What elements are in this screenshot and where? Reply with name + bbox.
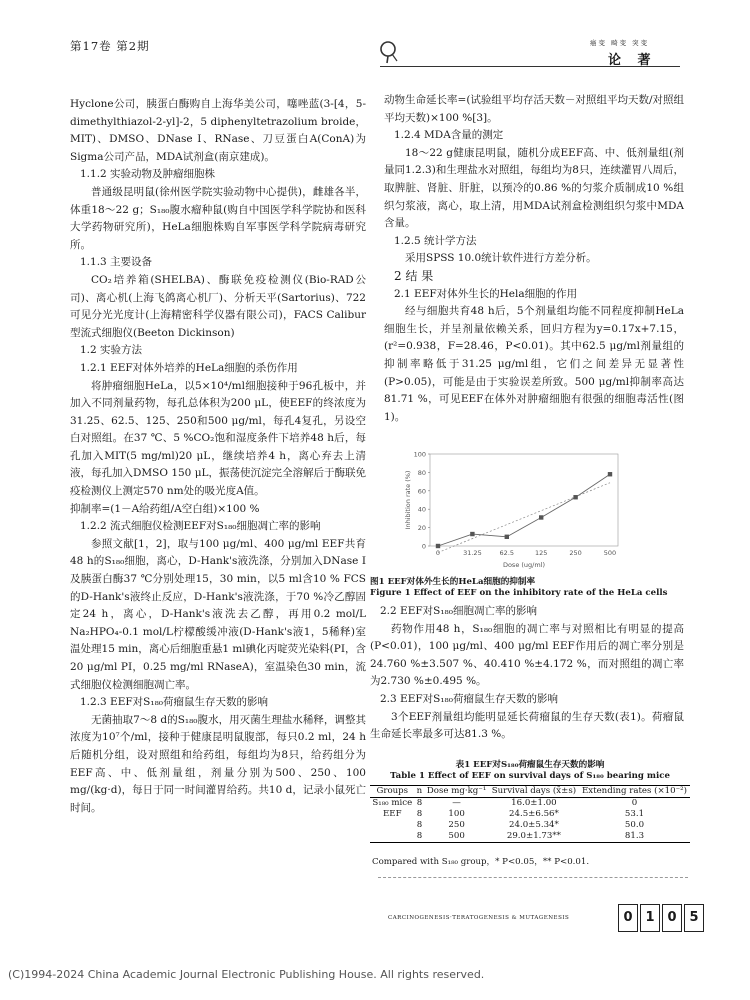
table-header: Dose mg·kg⁻¹ bbox=[426, 786, 487, 796]
survival-table bbox=[370, 785, 690, 843]
page-number-digit: 0 bbox=[618, 904, 638, 932]
table-cell: 81.3 bbox=[624, 831, 645, 841]
x-axis-label: Dose (ug/ml) bbox=[502, 561, 546, 569]
trend-line bbox=[438, 483, 610, 553]
table-header: Survival days (x̄±s) bbox=[491, 786, 577, 796]
left-column bbox=[70, 96, 366, 817]
table-cell: 8 bbox=[416, 809, 423, 819]
table-cell bbox=[370, 820, 415, 831]
heading-1-2: 1.2 实验方法 bbox=[80, 344, 143, 357]
heading-1-2-2: 1.2.2 流式细胞仪检测EEF对S₁₈₀细胞凋亡率的影响 bbox=[80, 520, 321, 533]
data-point bbox=[539, 515, 543, 519]
header-rule bbox=[380, 66, 680, 67]
table-cell: EEF bbox=[383, 809, 402, 819]
page-number-digit: 5 bbox=[684, 904, 704, 932]
result-1-paragraph: 经与细胞共育48 h后，5个剂量组均能不同程度抑制HeLa细胞生长，并呈剂量依赖关系，回归方程为y=0.17x+7.15，(r²=0.938，F=28.46，P<0.01)。其中62.5 μg/ml剂量组的抑制率略低于31.25 μg/ml组，它们之间差异无显著性(P>0.05)，可能是由于实验误差所致。500 μg/ml抑制率高达 81.71 %，可见EEF在体外对肿瘤细胞有很强的细胞毒活性(图1)。 bbox=[384, 305, 684, 423]
section-title: 论 著 bbox=[608, 53, 657, 68]
figure-caption-en: Figure 1 Effect of EEF on the inhibitory rate of the HeLa cells bbox=[370, 588, 668, 598]
right-column-top bbox=[384, 92, 684, 426]
y-tick-label: 0 bbox=[421, 542, 426, 551]
table-cell: 500 bbox=[448, 831, 465, 841]
table-caption-en: Table 1 Effect of EEF on survival days of S₁₈₀ bearing mice bbox=[390, 771, 670, 781]
x-tick-label: 500 bbox=[603, 549, 617, 557]
table-cell: 0 bbox=[631, 798, 638, 808]
table-row bbox=[370, 798, 690, 810]
inhibition-formula: 抑制率=(1－A给药组/A空白组)×100 % bbox=[70, 502, 260, 515]
mda-paragraph: 18～22 g健康昆明鼠，随机分成EEF高、中、低剂量组(剂量同1.2.3)和生理盐水对照组，每组均为8只，连续灌胃八周后，取脾脏、肾脏、肝脏，以预冷的0.86 %的匀浆介质制成10 %组织匀浆液，离心，取上清，用MDA试剂盒检测组织匀浆中MDA含量。 bbox=[384, 146, 684, 230]
y-tick-label: 40 bbox=[417, 505, 426, 514]
life-extension-formula: 动物生命延长率=(试验组平均存活天数－对照组平均天数/对照组平均天数)×100 %[3]。 bbox=[384, 94, 684, 124]
journal-name-band: CARCINOGENESIS·TERATOGENESIS & MUTAGENESIS bbox=[388, 915, 570, 921]
x-tick-label: 62.5 bbox=[499, 549, 515, 557]
data-point bbox=[608, 472, 612, 476]
heading-1-2-1: 1.2.1 EEF对体外培养的HeLa细胞的杀伤作用 bbox=[80, 361, 298, 374]
page-number-digit: 0 bbox=[662, 904, 682, 932]
series-line bbox=[438, 474, 610, 546]
table-cell: — bbox=[452, 798, 461, 808]
method-2-paragraph: 参照文献[1，2]，取与100 μg/ml、400 μg/ml EEF共育48 h的S₁₈₀细胞，离心，D-Hank's液洗涤，分别加入DNase Ⅰ及胰蛋白酶37 ℃分别处理15，30 min，以5 ml含10 % FCS的D-Hank's液终止反应，D-Hank's液洗涤，于70 %冷乙醇固定24 h，离心，D-Hank's液洗去乙醇，再用0.2 mol/L Na₂HPO₄-0.1 mol/L柠檬酸缓冲液(D-Hank's液1，5稀释)室温处理15 min，离心后细胞重悬1 ml碘化丙啶荧光染料(PI，含20 μg/ml PI，0.25 mg/ml RNaseA)，室温染色30 min，流式细胞仪检测细胞凋亡率。 bbox=[70, 537, 366, 691]
data-point bbox=[436, 544, 440, 548]
heading-1-1-3: 1.1.3 主要设备 bbox=[80, 256, 153, 269]
stats-paragraph: 采用SPSS 10.0统计软件进行方差分析。 bbox=[405, 252, 597, 265]
inhibition-rate-chart bbox=[388, 446, 628, 574]
table-cell: 16.0±1.00 bbox=[511, 798, 557, 808]
data-point bbox=[573, 495, 577, 499]
table-cell: S₁₈₀ mice bbox=[372, 798, 413, 808]
result-2-paragraph: 药物作用48 h，S₁₈₀细胞的凋亡率与对照相比有明显的提高(P<0.01)，100 μg/ml、400 μg/ml EEF作用后的凋亡率分别是24.760 %±3.507 %、40.410 %±4.172 %，而对照组的凋亡率为2.730 %±0.495 %。 bbox=[370, 622, 684, 688]
table-cell bbox=[370, 831, 415, 843]
table-row bbox=[370, 809, 690, 820]
table-cell: 250 bbox=[448, 820, 465, 830]
table-caption-cn: 表1 EEF对S₁₈₀荷瘤鼠生存天数的影响 bbox=[455, 760, 605, 770]
heading-1-1-2: 1.1.2 实验动物及肿瘤细胞株 bbox=[80, 168, 216, 181]
table-header: Groups bbox=[376, 786, 409, 796]
table-header: n bbox=[416, 786, 423, 796]
table-row bbox=[370, 820, 690, 831]
heading-2-1: 2.1 EEF对体外生长的Hela细胞的作用 bbox=[394, 287, 578, 300]
heading-2-3: 2.3 EEF对S₁₈₀荷瘤鼠生存天数的影响 bbox=[380, 692, 558, 705]
table-cell: 24.5±6.56* bbox=[509, 809, 559, 819]
table-cell: 8 bbox=[416, 798, 423, 808]
result-3-paragraph: 3个EEF剂量组均能明显延长荷瘤鼠的生存天数(表1)。荷瘤鼠生命延长率最多可达81.3 %。 bbox=[370, 710, 684, 741]
x-tick-label: 125 bbox=[534, 549, 548, 557]
table-cell: 8 bbox=[416, 820, 423, 830]
heading-2-2: 2.2 EEF对S₁₈₀细胞凋亡率的影响 bbox=[380, 605, 537, 617]
table-cell: 8 bbox=[416, 831, 423, 841]
table-note: Compared with S₁₈₀ group，* P<0.05，** P<0.01. bbox=[372, 857, 590, 867]
animals-paragraph: 普通级昆明鼠(徐州医学院实验动物中心提供)，雌雄各半，体重18～22 g；S₁₈₀腹水瘤种鼠(购自中国医学科学院协和医科大学药物研究所)，HeLa细胞株购自军事医学科学院病毒研究所。 bbox=[70, 185, 366, 251]
method-3-paragraph: 无菌抽取7～8 d的S₁₈₀腹水，用灭菌生理盐水稀释，调整其浓度为10⁷个/ml，接种于健康昆明鼠腹部，每只0.2 ml，24 h后随机分组，设对照组和给药组，每组均为8只，给药组分为EEF高、中、低剂量组，剂量分别为500、250、100 mg/(kg·d)，每日于同一时间灌胃给药。共10 d，记录小鼠死亡时间。 bbox=[70, 713, 366, 814]
heading-1-2-5: 1.2.5 统计学方法 bbox=[394, 234, 477, 247]
y-tick-label: 100 bbox=[413, 450, 426, 459]
table-row bbox=[370, 831, 690, 843]
right-column-bottom bbox=[370, 577, 684, 744]
footer-divider bbox=[378, 877, 688, 878]
table-cell: 53.1 bbox=[624, 809, 645, 819]
x-tick-label: 31.25 bbox=[463, 549, 482, 557]
heading-1-2-3: 1.2.3 EEF对S₁₈₀荷瘤鼠生存天数的影响 bbox=[80, 696, 268, 709]
y-axis-label: Inhibition rate (%) bbox=[404, 470, 412, 530]
method-1-paragraph: 将肿瘤细胞HeLa，以5×10⁴/ml细胞接种于96孔板中，并加入不同剂量药物，每孔总体积为200 μL，使EEF的终浓度为31.25、62.5、125、250和500 μg/ml，每孔4复孔，另设空白对照组。在37 ℃、5 %CO₂饱和湿度条件下培养48 h后，每孔加入MIT(5 mg/ml)20 μL，继续培养4 h，离心弃去上清液，每孔加入DMSO 150 μL，振荡使沉淀完全溶解后于酶联免疫检测仪上测定570 nm处的吸光度A值。 bbox=[70, 379, 366, 498]
table-cell: 24.0±5.34* bbox=[509, 820, 559, 830]
equipment-paragraph: CO₂培养箱(SHELBA)、酶联免疫检测仪(Bio-RAD公司)、离心机(上海飞鸽离心机厂)、分析天平(Sartorius)、722可见分光光度计(上海精密科学仪器有限公司)，FACS Calibur型流式细胞仪(Beeton Dickinson) bbox=[70, 273, 366, 339]
data-point bbox=[505, 535, 509, 539]
y-tick-label: 80 bbox=[417, 468, 426, 477]
section-tags: 癌变 畸变 突变 bbox=[590, 39, 650, 47]
heading-2-results: 2 结 果 bbox=[394, 268, 434, 283]
figure-caption-cn: 图1 EEF对体外生长的HeLa细胞的抑制率 bbox=[370, 577, 536, 587]
x-tick-label: 250 bbox=[569, 549, 582, 557]
table-cell: 100 bbox=[448, 809, 465, 819]
y-tick-label: 60 bbox=[417, 487, 426, 496]
materials-paragraph: Hyclone公司，胰蛋白酶购自上海华美公司，噻唑蓝(3-[4，5-dimethylthiazol-2-yl]-2，5 diphenyltetrazolium broide，MIT)、DMSO、DNase Ⅰ、RNase、刀豆蛋白A(ConA)为Sigma公司产品，MDA试剂盒(南京建成)。 bbox=[70, 98, 366, 163]
x-tick-label: 0 bbox=[435, 549, 441, 557]
table-header: Extending rates (×10⁻²) bbox=[582, 786, 687, 796]
y-tick-label: 20 bbox=[417, 524, 426, 533]
heading-1-2-4: 1.2.4 MDA含量的测定 bbox=[394, 129, 504, 142]
table-cell: 29.0±1.73** bbox=[506, 831, 561, 841]
chart-plot-frame bbox=[430, 454, 618, 546]
page-number-digit: 1 bbox=[640, 904, 660, 932]
volume-issue: 第17卷 第2期 bbox=[70, 39, 150, 53]
copyright-notice: (C)1994-2024 China Academic Journal Electronic Publishing House. All rights reserved. bbox=[8, 968, 485, 981]
journal-logo-icon bbox=[378, 40, 400, 64]
data-point bbox=[470, 532, 474, 536]
table-cell: 50.0 bbox=[624, 820, 645, 830]
